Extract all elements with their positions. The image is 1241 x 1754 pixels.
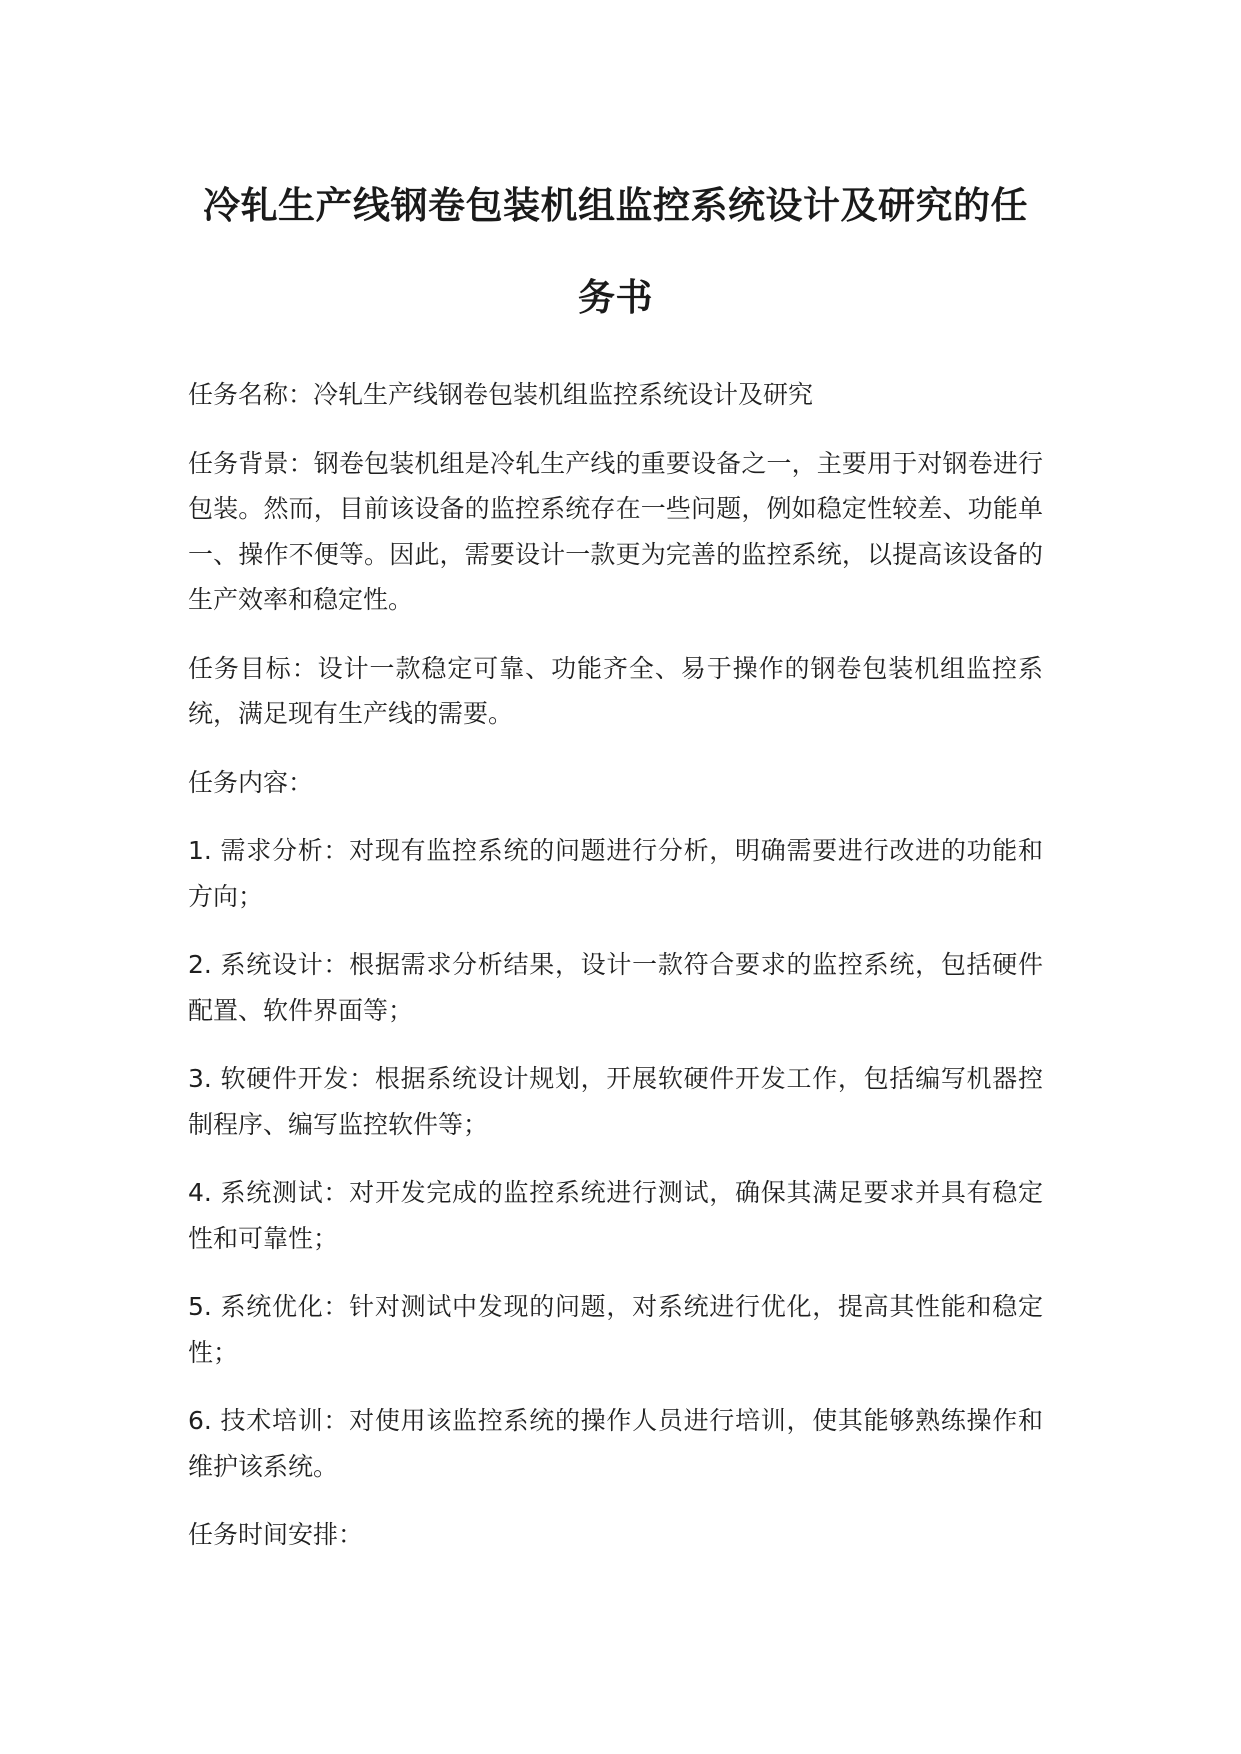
list-item-technical-training: 6. 技术培训：对使用该监控系统的操作人员进行培训，使其能够熟练操作和维护该系统。 xyxy=(188,1406,1043,1481)
document-body xyxy=(188,372,1043,1581)
paragraph-schedule-heading: 任务时间安排： xyxy=(188,1520,364,1549)
list-item-development: 3. 软硬件开发：根据系统设计规划，开展软硬件开发工作，包括编写机器控制程序、编写监控软件等； xyxy=(188,1064,1043,1139)
paragraph-task-goal: 任务目标：设计一款稳定可靠、功能齐全、易于操作的钢卷包装机组监控系统，满足现有生产线的需要。 xyxy=(188,653,1043,728)
list-item-system-optimization: 5. 系统优化：针对测试中发现的问题，对系统进行优化，提高其性能和稳定性； xyxy=(188,1292,1043,1367)
list-item-system-testing: 4. 系统测试：对开发完成的监控系统进行测试，确保其满足要求并具有稳定性和可靠性； xyxy=(188,1178,1043,1253)
list-item-requirement-analysis: 1. 需求分析：对现有监控系统的问题进行分析，明确需要进行改进的功能和方向； xyxy=(188,836,1043,911)
document-title: 冷轧生产线钢卷包装机组监控系统设计及研究的任务书 xyxy=(203,184,1028,319)
paragraph-task-content-heading: 任务内容： xyxy=(188,767,314,797)
paragraph-task-background: 任务背景：钢卷包装机组是冷轧生产线的重要设备之一，主要用于对钢卷进行包装。然而，目前该设备的监控系统存在一些问题，例如稳定性较差、功能单一、操作不便等。因此，需要设计一款更为完善的监控系统，以提高该设备的生产效率和稳定性。 xyxy=(188,448,1043,614)
paragraph-task-name: 任务名称：冷轧生产线钢卷包装机组监控系统设计及研究 xyxy=(188,380,814,409)
list-item-system-design: 2. 系统设计：根据需求分析结果，设计一款符合要求的监控系统，包括硬件配置、软件界面等； xyxy=(188,950,1043,1025)
